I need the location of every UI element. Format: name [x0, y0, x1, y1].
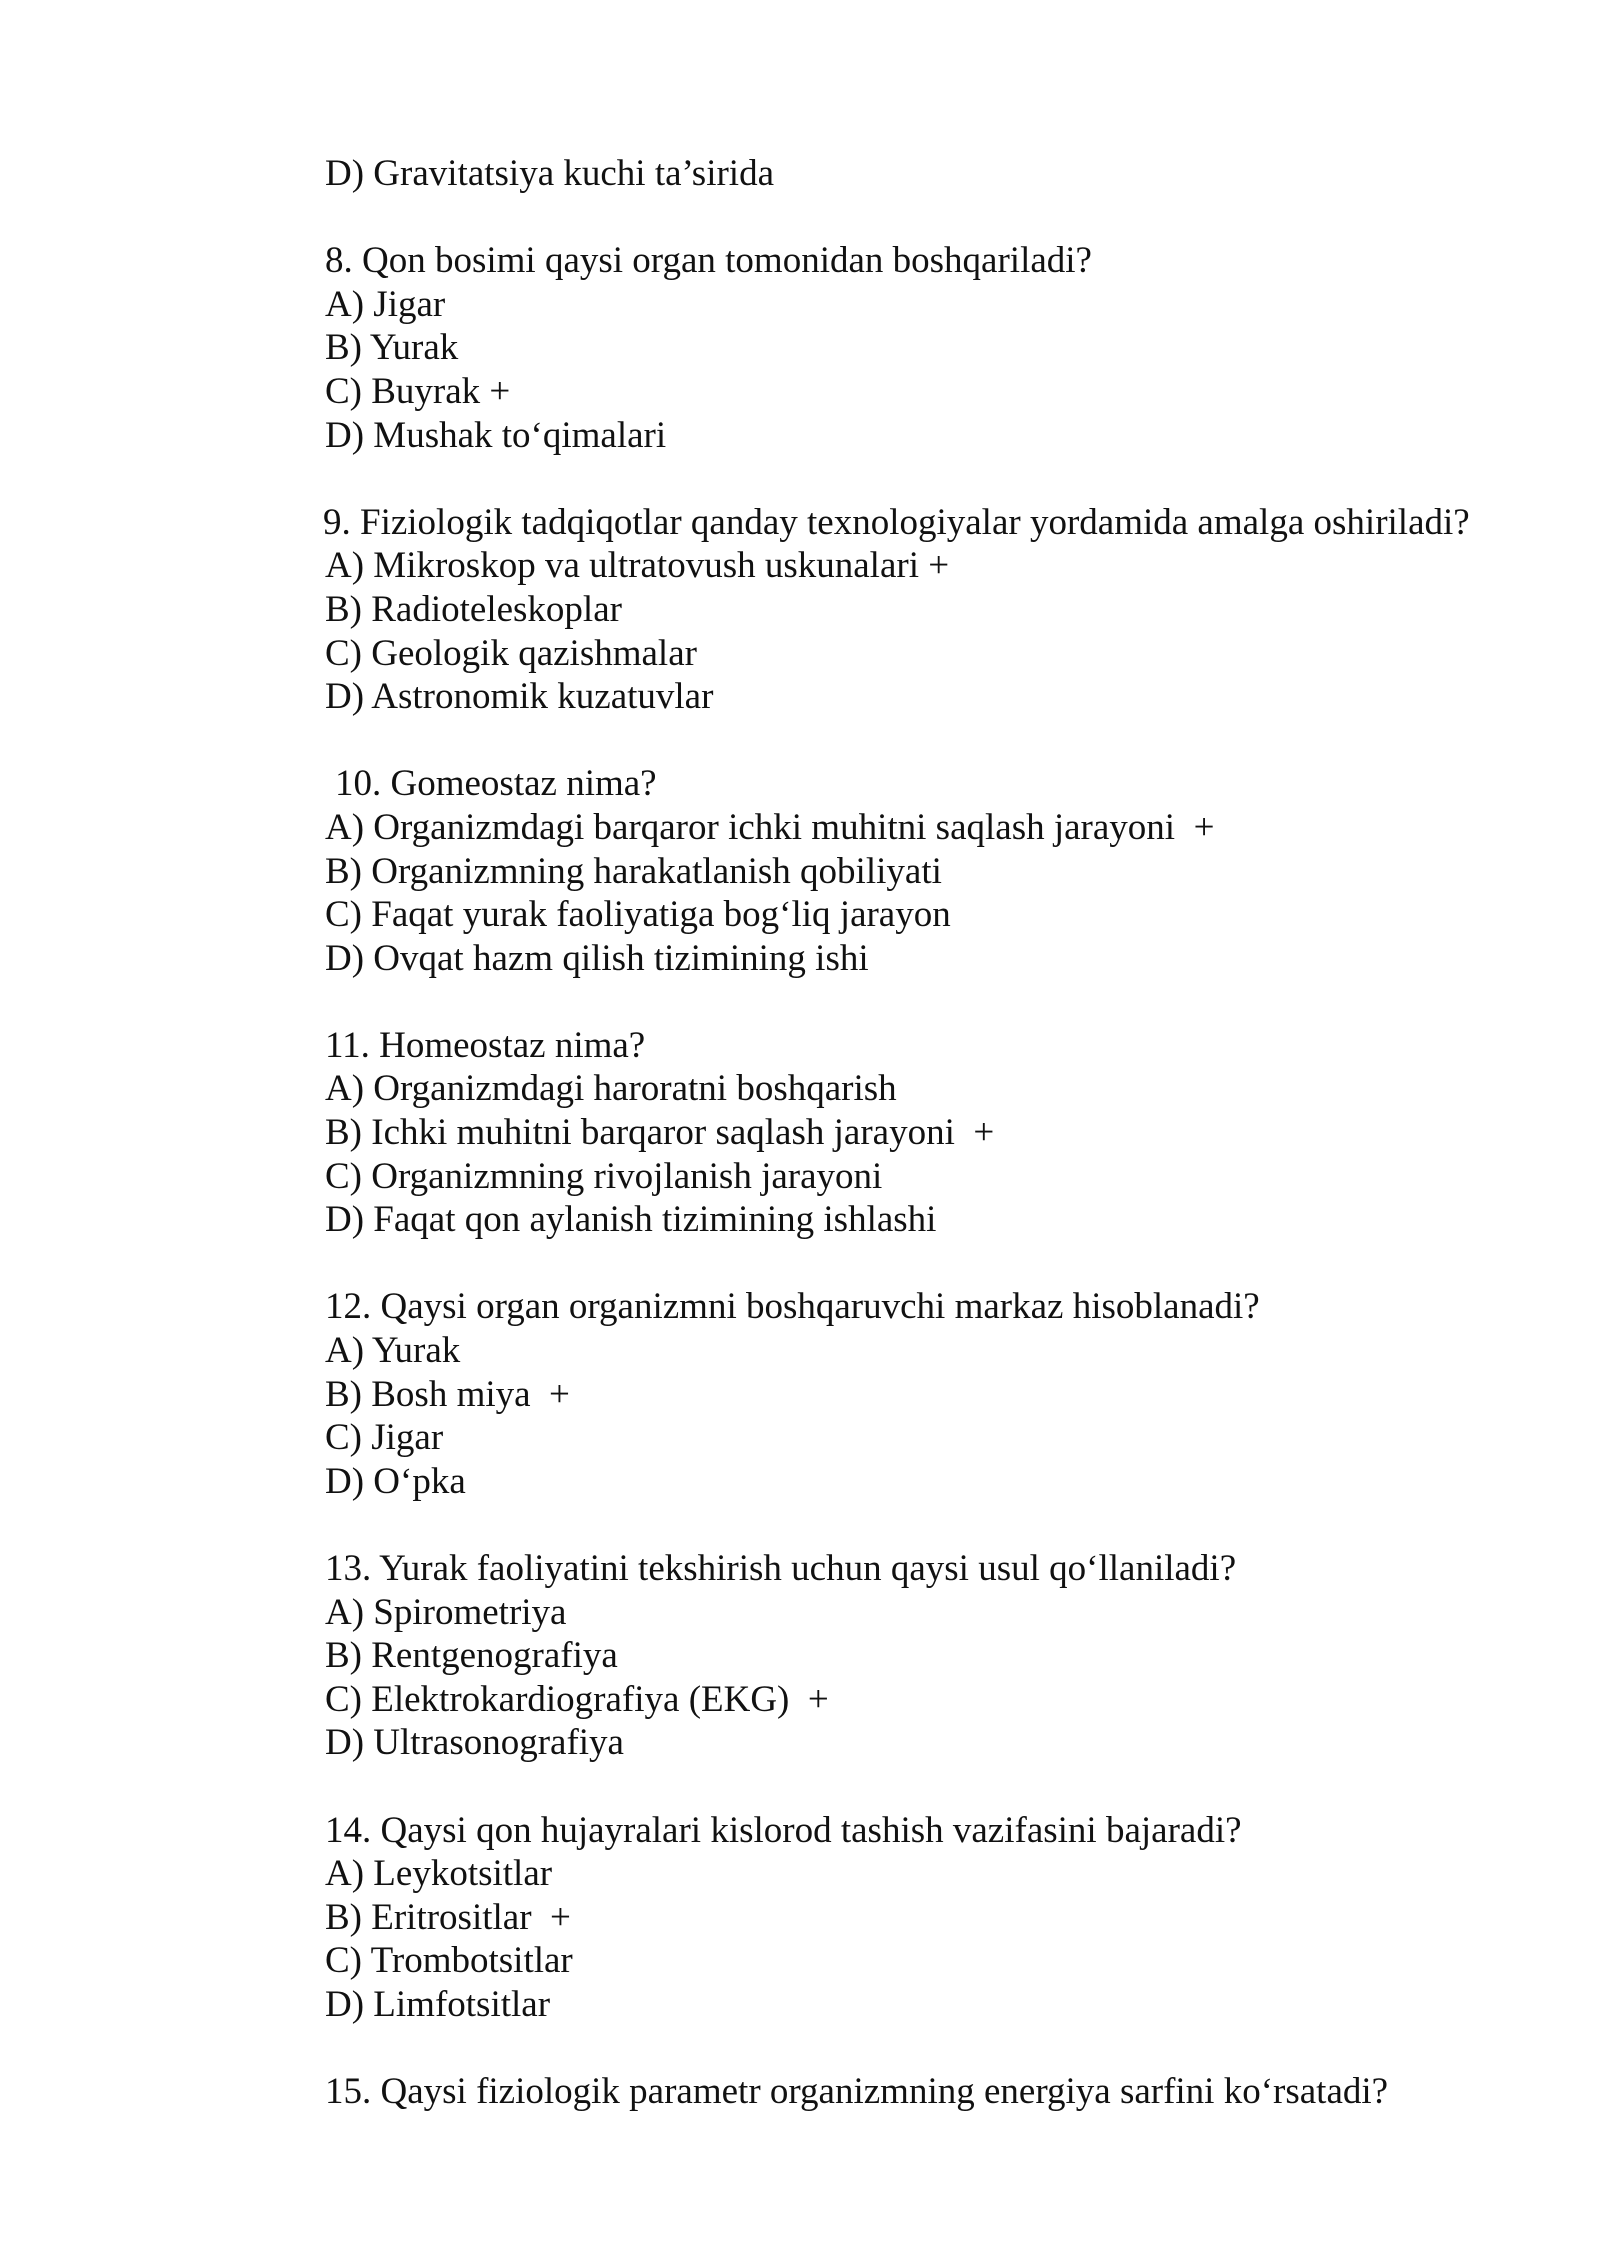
question-text: 14. Qaysi qon hujayralari kislorod tashish vazifasini bajaradi? — [325, 1809, 1242, 1851]
question-text: 11. Homeostaz nima? — [325, 1024, 646, 1066]
answer-option: A) Spirometriya — [325, 1591, 567, 1633]
question-text: 15. Qaysi fiziologik parametr organizmning energiya sarfini ko‘rsatadi? — [325, 2071, 1389, 2113]
answer-option: C) Jigar — [325, 1417, 444, 1459]
answer-option: A) Mikroskop va ultratovush uskunalari + — [325, 545, 950, 587]
answer-option: C) Trombotsitlar — [325, 1940, 573, 1982]
answer-option: B) Bosh miya + — [325, 1373, 570, 1415]
answer-option: C) Elektrokardiografiya (EKG) + — [325, 1678, 829, 1720]
answer-option: D) Limfotsitlar — [325, 1983, 551, 2025]
answer-option: A) Leykotsitlar — [325, 1853, 553, 1895]
answer-option: C) Buyrak + — [325, 370, 511, 412]
answer-option: B) Organizmning harakatlanish qobiliyati — [325, 850, 942, 892]
answer-option: D) Ovqat hazm qilish tizimining ishi — [325, 937, 869, 979]
question-text: 10. Gomeostaz nima? — [335, 763, 657, 805]
answer-option: C) Faqat yurak faoliyatiga bog‘liq jarayon — [325, 894, 951, 936]
question-text: 13. Yurak faoliyatini tekshirish uchun qaysi usul qo‘llaniladi? — [325, 1548, 1237, 1589]
answer-option: A) Yurak — [325, 1330, 461, 1372]
answer-option: A) Organizmdagi haroratni boshqarish — [325, 1068, 897, 1110]
question-text: 9. Fiziologik tadqiqotlar qanday texnologiyalar yordamida amalga oshiriladi? — [323, 501, 1470, 543]
answer-option: D) Gravitatsiya kuchi ta’sirida — [325, 153, 775, 194]
answer-option: A) Jigar — [325, 283, 446, 325]
answer-option: D) Faqat qon aylanish tizimining ishlashi — [325, 1199, 937, 1241]
answer-option: D) Mushak to‘qimalari — [325, 414, 667, 456]
answer-option: D) Astronomik kuzatuvlar — [325, 676, 714, 718]
answer-option: B) Eritrositlar + — [325, 1896, 571, 1938]
question-text: 12. Qaysi organ organizmni boshqaruvchi markaz hisoblanadi? — [325, 1286, 1260, 1328]
answer-option: D) O‘pka — [325, 1460, 466, 1502]
answer-option: B) Rentgenografiya — [325, 1635, 618, 1677]
answer-option: B) Yurak — [325, 327, 459, 369]
blank-line — [325, 2027, 1575, 2071]
blank-line — [325, 1503, 1575, 1547]
blank-line — [325, 457, 1575, 501]
blank-line — [325, 1242, 1575, 1286]
blank-line — [325, 719, 1575, 763]
answer-option: C) Geologik qazishmalar — [325, 632, 697, 674]
answer-option: D) Ultrasonografiya — [325, 1722, 624, 1764]
blank-line — [325, 980, 1575, 1024]
answer-option: B) Radioteleskoplar — [325, 588, 622, 630]
blank-line — [325, 196, 1575, 240]
answer-option: B) Ichki muhitni barqaror saqlash jarayoni + — [325, 1112, 995, 1154]
question-text: 8. Qon bosimi qaysi organ tomonidan boshqariladi? — [325, 240, 1092, 282]
answer-option: A) Organizmdagi barqaror ichki muhitni saqlash jarayoni + — [325, 806, 1215, 848]
blank-line — [325, 1765, 1575, 1809]
answer-option: C) Organizmning rivojlanish jarayoni — [325, 1155, 883, 1197]
quiz-text-block — [325, 152, 1575, 2114]
